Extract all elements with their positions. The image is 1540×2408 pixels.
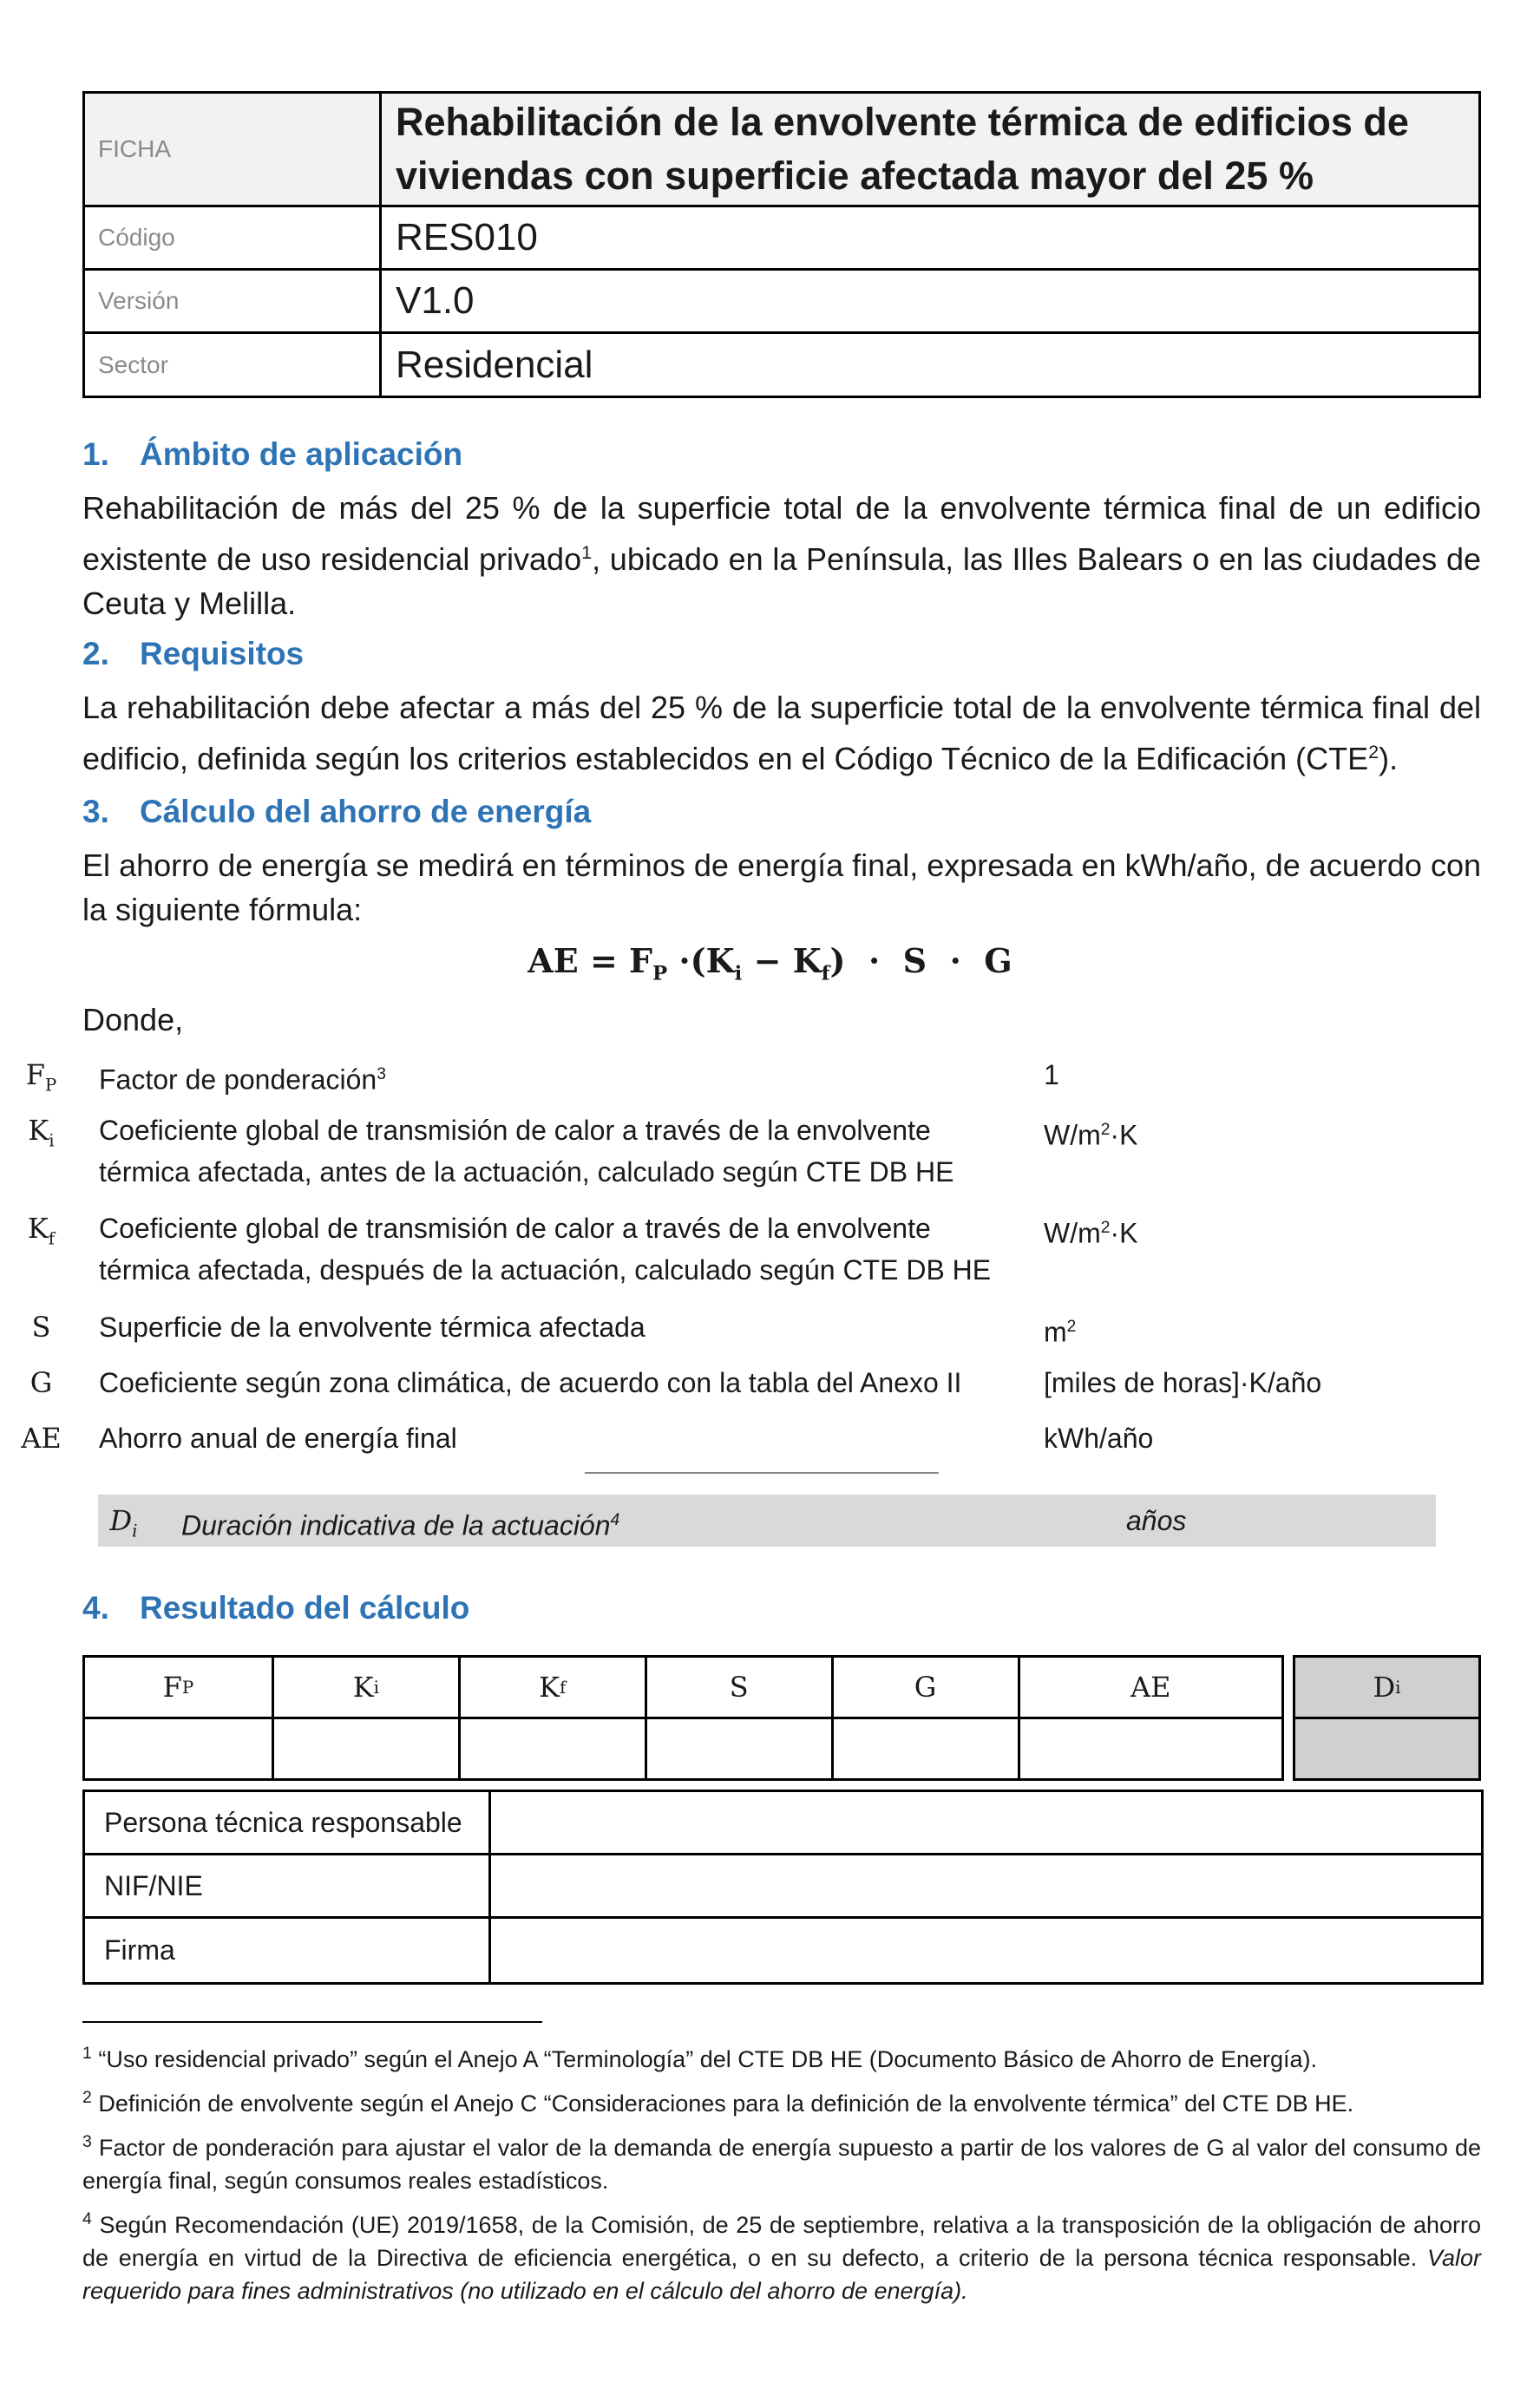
variable-unit: $W/m^2\cdot K$ bbox=[1044, 1119, 1138, 1151]
result-input-ae[interactable] bbox=[1018, 1719, 1281, 1778]
sector-label: Sector bbox=[85, 334, 382, 396]
formula-fp: $F_P$ bbox=[629, 941, 668, 985]
section-1-heading bbox=[82, 436, 462, 473]
signature-field[interactable] bbox=[491, 1919, 1481, 1982]
codigo-label: Código bbox=[85, 207, 382, 268]
result-input-di[interactable] bbox=[1295, 1719, 1478, 1778]
variable-symbol: $F_P$ bbox=[25, 1058, 57, 1096]
result-input-ki[interactable] bbox=[272, 1719, 458, 1778]
footnote: $^4$ Según Recomendación (UE) 2019/1658, de la Comisión, de 25 de septiembre, relativa a la transposición de la obligación de ahorro de energía en virtud de la Directiva de eficiencia energética, o en su defecto, a criterio de la persona técnica responsable. Valor requerido para fines administrativos (no utilizado en el cálculo del ahorro de energía). bbox=[82, 2209, 1481, 2304]
variable-description: Duración indicativa de la actuación$^4$ bbox=[181, 1509, 620, 1541]
result-table bbox=[82, 1655, 1284, 1781]
section-number: 3. bbox=[82, 794, 109, 829]
formula-dot: · bbox=[949, 941, 961, 980]
result-input-g[interactable] bbox=[831, 1719, 1018, 1778]
formula-s: S bbox=[902, 941, 927, 980]
result-input-fp[interactable] bbox=[85, 1719, 272, 1778]
signature-row bbox=[85, 1792, 1481, 1853]
version-row bbox=[85, 268, 1478, 331]
version-value: V1.0 bbox=[396, 279, 475, 322]
savings-formula bbox=[0, 941, 1540, 985]
variable-description: Coeficiente global de transmisión de calor a través de la envolvente térmica afectada, antes de la actuación, calculado según CTE DB HE bbox=[99, 1115, 954, 1188]
result-header-row bbox=[1295, 1658, 1478, 1717]
result-input-s[interactable] bbox=[645, 1719, 831, 1778]
codigo-row bbox=[85, 205, 1478, 268]
footnote-ref[interactable]: 4 bbox=[610, 1511, 620, 1529]
variable-description: Coeficiente global de transmisión de calor a través de la envolvente térmica afectada, después de la actuación, calculado según CTE DB HE bbox=[99, 1213, 992, 1286]
result-input-kf[interactable] bbox=[458, 1719, 645, 1778]
section-number: 4. bbox=[82, 1590, 109, 1626]
section-3-heading bbox=[82, 794, 591, 830]
formula-paren: ) bbox=[829, 941, 846, 980]
result-header-cell: S bbox=[645, 1658, 831, 1717]
section-title: Resultado del cálculo bbox=[140, 1590, 470, 1626]
variable-description: Coeficiente según zona climática, de acuerdo con la tabla del Anexo II bbox=[99, 1367, 962, 1398]
donde-label: Donde, bbox=[82, 1002, 184, 1037]
variable-unit: $W/m^2\cdot K$ bbox=[1044, 1217, 1138, 1249]
signature-label: Firma bbox=[85, 1919, 491, 1982]
formula-dot: · bbox=[678, 941, 691, 980]
result-value-row bbox=[85, 1717, 1281, 1778]
section-3-text: El ahorro de energía se medirá en términos de energía final, expresada en kWh/año, de acuerdo con la siguiente fórmula: bbox=[82, 847, 1481, 927]
footnote-ref[interactable]: 3 bbox=[377, 1065, 386, 1083]
formula-paren: ( bbox=[690, 941, 706, 980]
text: ). bbox=[1379, 741, 1399, 776]
sector-value: Residencial bbox=[396, 343, 593, 386]
variable-symbol: G bbox=[29, 1366, 53, 1399]
section-title: Cálculo del ahorro de energía bbox=[140, 794, 592, 829]
footnote: $^2$ Definición de envolvente según el Anejo C “Consideraciones para la definición de la envolvente térmica” del CTE DB HE. bbox=[82, 2088, 1354, 2117]
text: Rehabilitación de más del 25 % de la superficie total de la envolvente térmica final de un edificio existente de uso residencial privado bbox=[82, 490, 1481, 577]
signature-label: Persona técnica responsable bbox=[85, 1792, 491, 1853]
section-4-heading bbox=[82, 1590, 469, 1626]
formula-g: G bbox=[984, 941, 1012, 980]
variable-unit: [miles de horas]·K/año bbox=[1044, 1367, 1322, 1398]
text: La rehabilitación debe afectar a más del 25 % de la superficie total de la envolvente térmica final del edificio, definida según los criterios establecidos en el Código Técnico de la Edificación (CTE bbox=[82, 690, 1481, 776]
signature-row bbox=[85, 1853, 1481, 1916]
text: , ubicado en la Península, las Illes Balears o en las ciudades de Ceuta y Melilla. bbox=[82, 541, 1481, 621]
footnote-ref[interactable]: 2 bbox=[1368, 741, 1379, 762]
header-table bbox=[82, 91, 1481, 398]
variable-unit: 1 bbox=[1044, 1059, 1059, 1090]
result-header-cell: G bbox=[831, 1658, 1018, 1717]
signature-row bbox=[85, 1916, 1481, 1982]
technician-name-field[interactable] bbox=[491, 1792, 1481, 1853]
result-header-cell: AE bbox=[1018, 1658, 1281, 1717]
sector-row bbox=[85, 331, 1478, 396]
formula-ki: $K_i$ bbox=[705, 941, 743, 985]
formula-ae: AE bbox=[528, 941, 579, 980]
result-header-cell: F P bbox=[162, 1671, 194, 1704]
formula-minus: − bbox=[753, 941, 782, 980]
document-title bbox=[382, 94, 1478, 205]
variable-description: Factor de ponderación$^3$ bbox=[99, 1063, 386, 1096]
section-number: 2. bbox=[82, 636, 109, 671]
variable-symbol: AE bbox=[21, 1422, 62, 1455]
section-2-text bbox=[82, 685, 1481, 781]
section-1-text bbox=[82, 486, 1481, 625]
version-label: Versión bbox=[85, 271, 382, 331]
section-number: 1. bbox=[82, 436, 109, 472]
formula-dot: · bbox=[868, 941, 881, 980]
signature-label: NIF/NIE bbox=[85, 1855, 491, 1916]
signature-table bbox=[82, 1790, 1484, 1985]
result-value-row bbox=[1295, 1717, 1478, 1778]
variable-symbol: $D_i$ bbox=[109, 1504, 138, 1541]
section-title: Requisitos bbox=[140, 636, 305, 671]
variable-unit: años bbox=[1126, 1505, 1187, 1536]
footnote: $^3$ Factor de ponderación para ajustar el valor de la demanda de energía supuesto a partir de los valores de G al valor del consumo de energía final, según consumos reales estadísticos. bbox=[82, 2132, 1481, 2194]
footnote-ref[interactable]: 1 bbox=[581, 541, 593, 563]
result-header-cell: K f bbox=[458, 1658, 645, 1717]
result-header-cell: D i bbox=[1373, 1671, 1401, 1704]
result-header-row bbox=[85, 1658, 1281, 1717]
variable-symbol: $K_f$ bbox=[27, 1212, 56, 1249]
nif-nie-field[interactable] bbox=[491, 1855, 1481, 1916]
title-line-1: Rehabilitación de la envolvente térmica de edificios de bbox=[396, 100, 1409, 144]
variable-unit: kWh/año bbox=[1044, 1423, 1154, 1454]
variable-row-duration bbox=[98, 1495, 1436, 1547]
divider bbox=[585, 1472, 939, 1474]
formula-equals: = bbox=[589, 941, 618, 980]
footnote: $^1$ “Uso residencial privado” según el Anejo A “Terminología” del CTE DB HE (Documento Básico de Ahorro de Energía). bbox=[82, 2044, 1318, 2072]
title-row bbox=[85, 94, 1478, 205]
formula-kf: $K_f$ bbox=[792, 941, 830, 985]
variable-description: Ahorro anual de energía final bbox=[99, 1423, 457, 1454]
variable-symbol: S bbox=[31, 1311, 51, 1344]
title-line-2: viviendas con superficie afectada mayor del 25 % bbox=[396, 154, 1314, 198]
codigo-value: RES010 bbox=[396, 216, 538, 258]
section-title: Ámbito de aplicación bbox=[140, 436, 463, 472]
variable-symbol: $K_i$ bbox=[28, 1114, 55, 1151]
footnote-separator bbox=[82, 2021, 542, 2023]
result-header-cell: K i bbox=[272, 1658, 458, 1717]
result-table-duration bbox=[1293, 1655, 1481, 1781]
section-2-heading bbox=[82, 636, 304, 672]
footnotes bbox=[82, 2037, 1481, 2313]
variable-unit: $m^2$ bbox=[1044, 1316, 1077, 1348]
ficha-label: FICHA bbox=[85, 94, 382, 205]
variable-description: Superficie de la envolvente térmica afectada bbox=[99, 1312, 645, 1343]
